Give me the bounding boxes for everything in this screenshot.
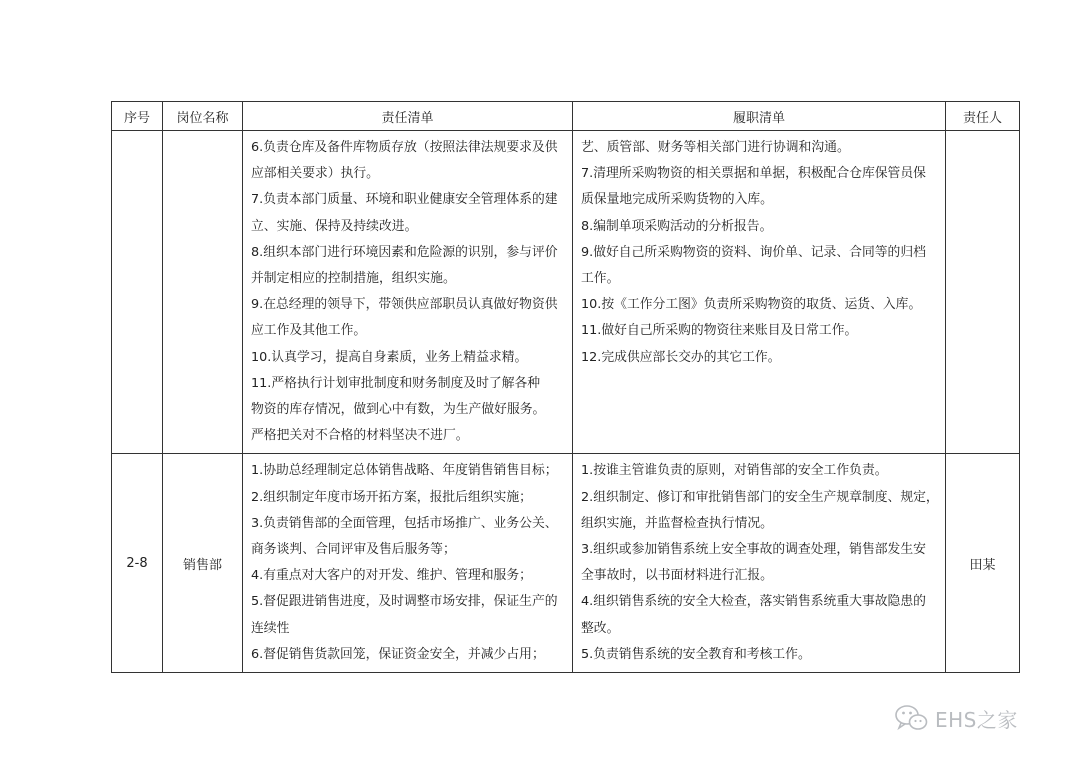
duty-line: 11.严格执行计划审批制度和财务制度及时了解各种 — [251, 375, 541, 391]
watermark-text: EHS之家 — [935, 707, 1018, 732]
duty-line: 6.督促销售货款回笼，保证资金安全，并减少占用； — [251, 646, 545, 662]
performance-line: 12.完成供应部长交办的其它工作。 — [581, 349, 781, 365]
duty-line: 5.督促跟进销售进度，及时调整市场安排，保证生产的 — [251, 594, 558, 610]
duty-line: 商务谈判、合同评审及售后服务等； — [251, 542, 456, 558]
duty-table — [111, 101, 1020, 673]
header-person: 责任人 — [946, 102, 1020, 131]
performance-line: 7.清理所采购物资的相关票据和单据，积极配合仓库保管员保 — [581, 166, 926, 182]
duty-line: 2.组织制定年度市场开拓方案，报批后组织实施； — [251, 489, 532, 505]
duty-line: 10.认真学习，提高自身素质，业务上精益求精。 — [251, 349, 528, 365]
row-performance — [573, 131, 946, 454]
duty-line: 应工作及其他工作。 — [251, 323, 367, 339]
row-duties — [243, 454, 573, 673]
duty-line: 连续性 — [251, 620, 290, 636]
table-row — [112, 131, 1020, 454]
performance-line: 工作。 — [581, 271, 620, 287]
row-person: 田某 — [946, 454, 1020, 673]
performance-line: 11.做好自己所采购的物资往来账目及日常工作。 — [581, 323, 858, 339]
performance-line: 1.按谁主管谁负责的原则，对销售部的安全工作负责。 — [581, 463, 888, 479]
duty-line: 并制定相应的控制措施，组织实施。 — [251, 271, 456, 287]
row-index: 2-8 — [112, 454, 163, 673]
table-header-row — [112, 102, 1020, 131]
duty-line: 7.负责本部门质量、环境和职业健康安全管理体系的建 — [251, 192, 558, 208]
duty-line: 8.组织本部门进行环境因素和危险源的识别，参与评价 — [251, 244, 558, 260]
wechat-icon — [893, 703, 929, 733]
performance-line: 2.组织制定、修订和审批销售部门的安全生产规章制度、规定， — [581, 489, 939, 505]
performance-line: 艺、质管部、财务等相关部门进行协调和沟通。 — [581, 140, 850, 155]
header-position: 岗位名称 — [163, 102, 243, 131]
duty-line: 1.协助总经理制定总体销售战略、年度销售销售目标； — [251, 463, 558, 479]
duty-line: 6.负责仓库及备件库物质存放（按照法律法规要求及供 — [251, 140, 558, 155]
watermark — [893, 703, 1018, 733]
duty-line: 严格把关对不合格的材料坚决不进厂。 — [251, 428, 469, 444]
performance-line: 4.组织销售系统的安全大检查，落实销售系统重大事故隐患的 — [581, 594, 926, 610]
duty-line: 物资的库存情况，做到心中有数，为生产做好服务。 — [251, 402, 546, 418]
header-performance: 履职清单 — [573, 102, 946, 131]
row-duties — [243, 131, 573, 454]
performance-line: 质保量地完成所采购货物的入库。 — [581, 192, 773, 208]
duty-line: 立、实施、保持及持续改进。 — [251, 218, 418, 234]
performance-line: 整改。 — [581, 620, 620, 636]
performance-line: 9.做好自己所采购物资的资料、询价单、记录、合同等的归档 — [581, 244, 926, 260]
header-duties: 责任清单 — [243, 102, 573, 131]
performance-line: 5.负责销售系统的安全教育和考核工作。 — [581, 646, 811, 662]
row-person — [946, 131, 1020, 454]
row-position: 销售部 — [163, 454, 243, 673]
row-performance — [573, 454, 946, 673]
row-index — [112, 131, 163, 454]
performance-line: 3.组织或参加销售系统上安全事故的调查处理，销售部发生安 — [581, 542, 926, 558]
performance-line: 10.按《工作分工图》负责所采购物资的取货、运货、入库。 — [581, 297, 922, 313]
duty-line: 3.负责销售部的全面管理，包括市场推广、业务公关、 — [251, 515, 558, 531]
performance-line: 全事故时，以书面材料进行汇报。 — [581, 568, 773, 584]
performance-line: 组织实施，并监督检查执行情况。 — [581, 515, 773, 531]
table-row — [112, 454, 1020, 673]
performance-line: 8.编制单项采购活动的分析报告。 — [581, 218, 773, 234]
duty-line: 4.有重点对大客户的对开发、维护、管理和服务； — [251, 568, 532, 584]
row-position — [163, 131, 243, 454]
header-index: 序号 — [112, 102, 163, 131]
duty-line: 应部相关要求）执行。 — [251, 166, 379, 182]
duty-line: 9.在总经理的领导下，带领供应部职员认真做好物资供 — [251, 297, 558, 313]
